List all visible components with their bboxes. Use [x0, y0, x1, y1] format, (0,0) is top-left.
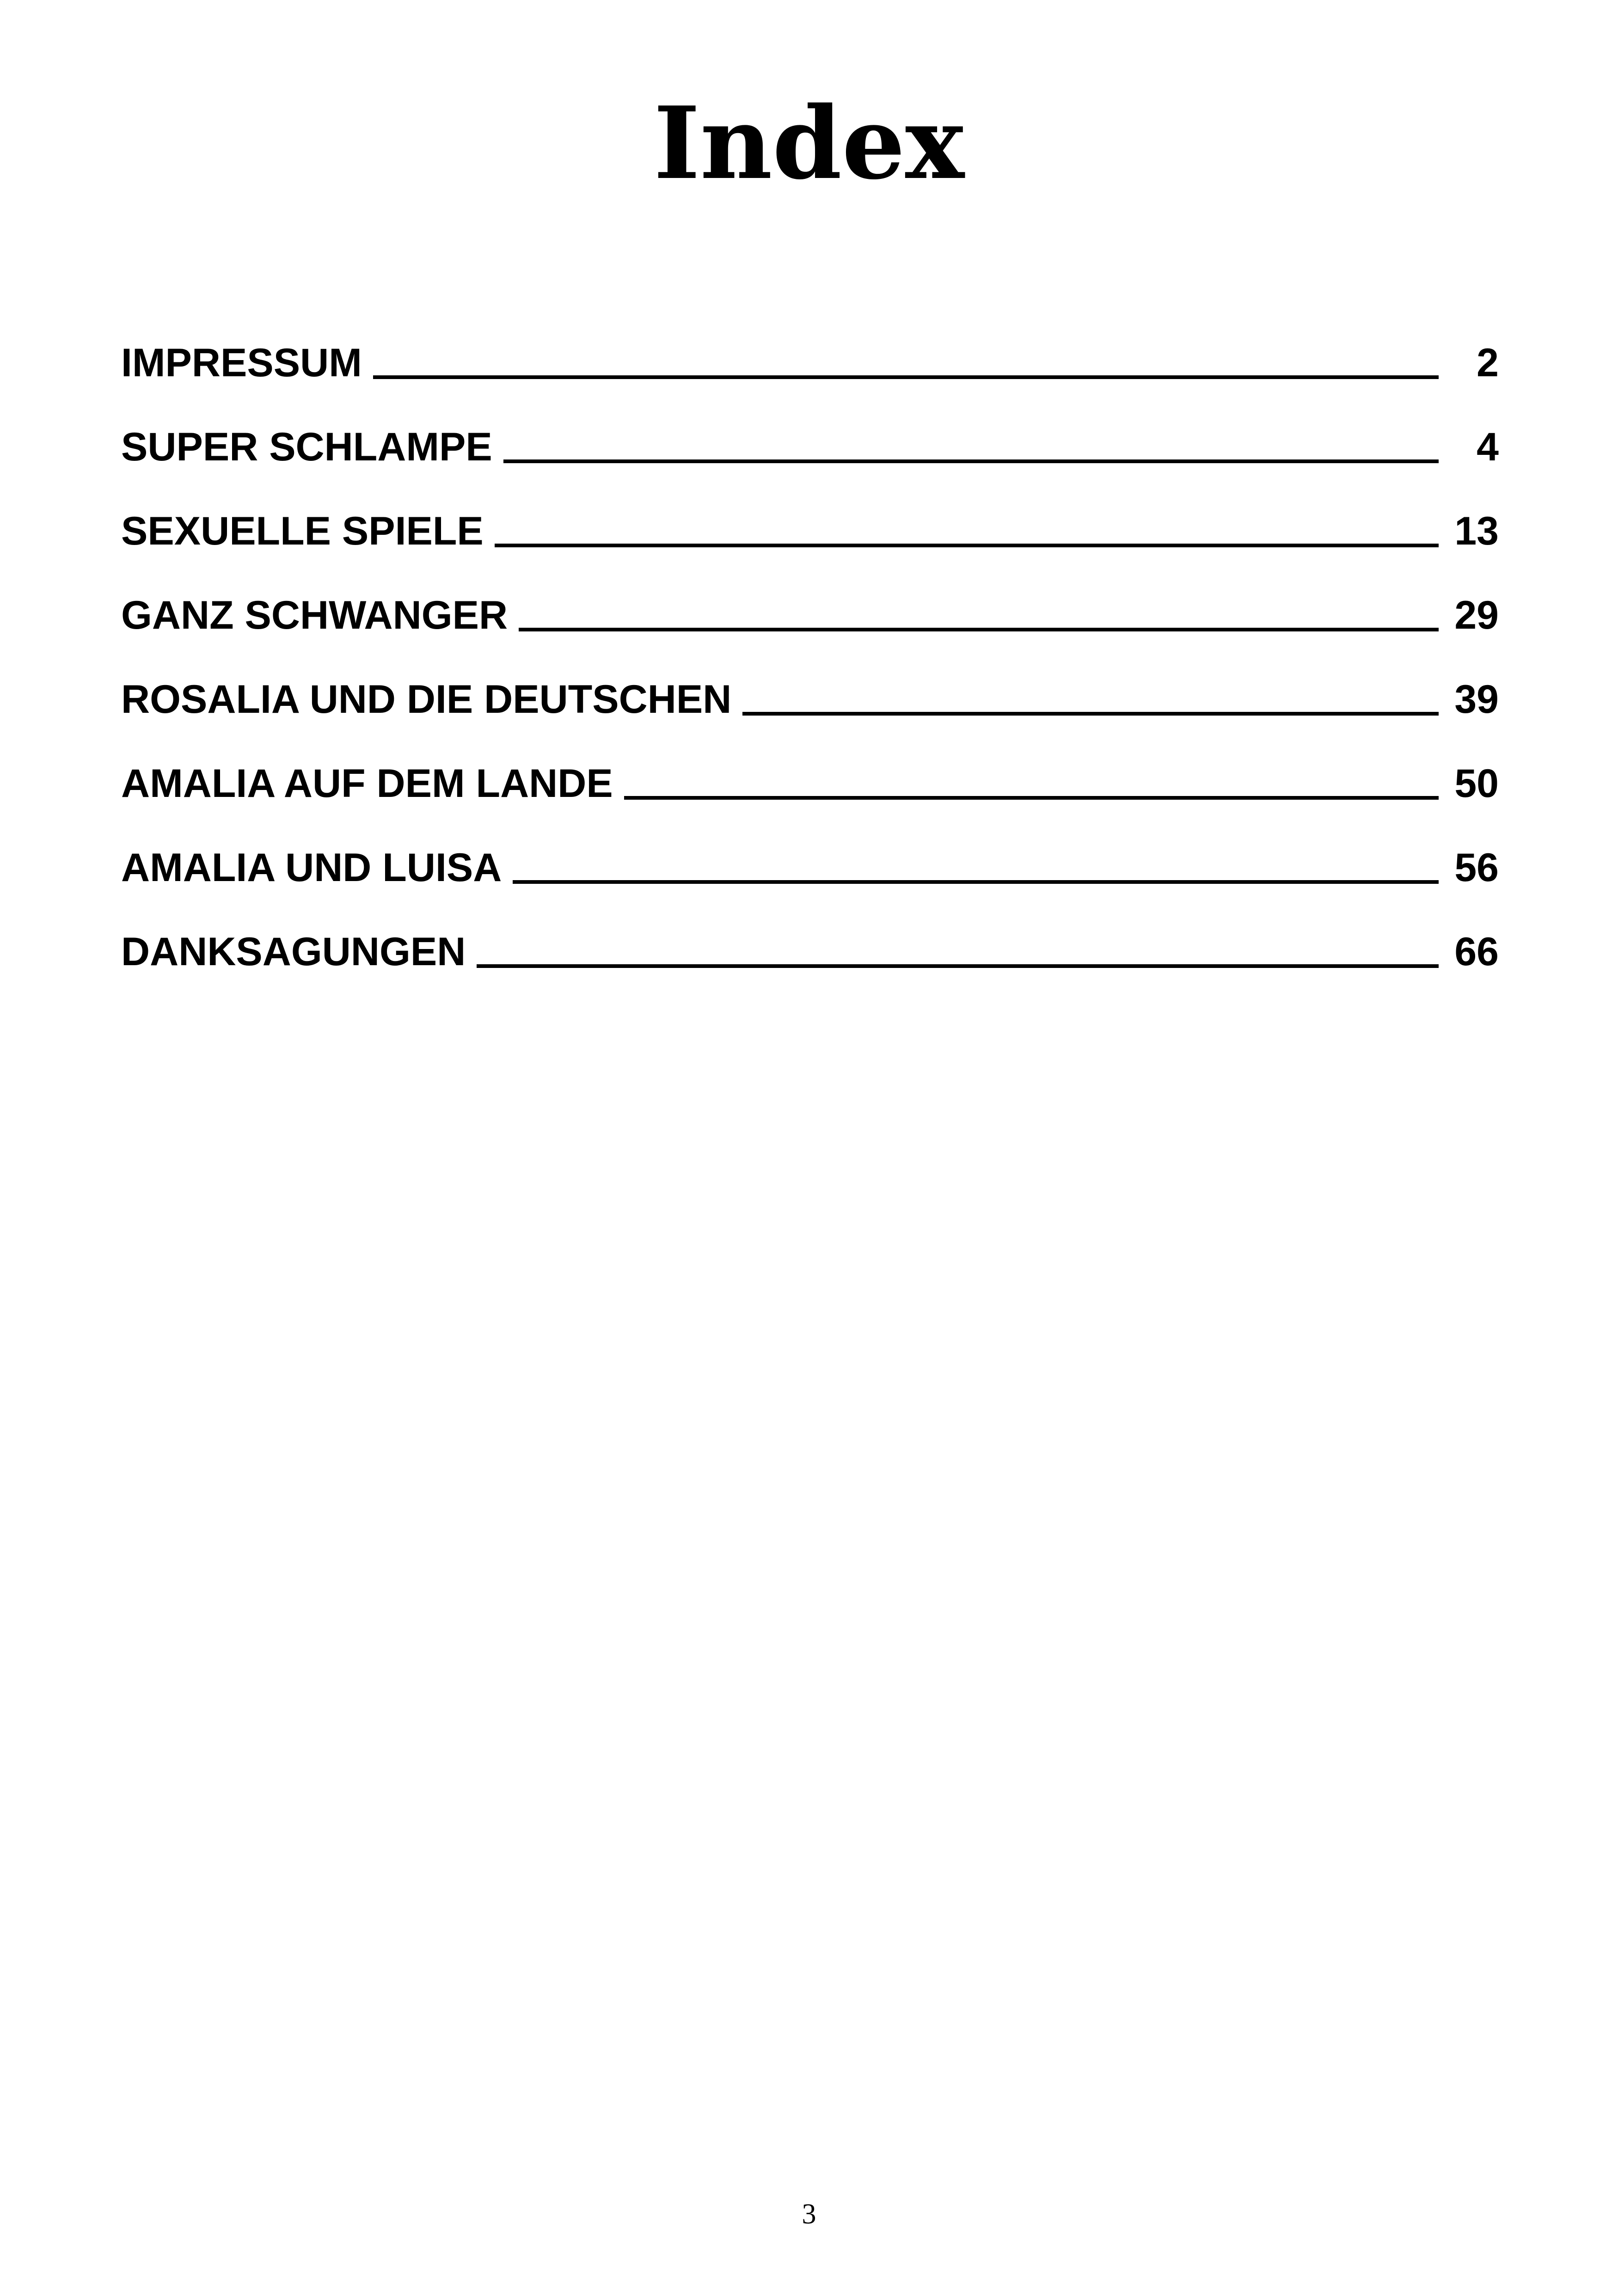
toc-entry-label: SUPER SCHLAMPE	[121, 425, 492, 469]
toc-entry-rosalia-und-die-deutschen[interactable]	[121, 669, 1499, 753]
toc-entry-ganz-schwanger[interactable]	[121, 585, 1499, 669]
toc-entry-page: 13	[1454, 509, 1499, 553]
toc-entry-page: 66	[1454, 930, 1499, 974]
toc-entry-label: DANKSAGUNGEN	[121, 930, 466, 974]
toc-leader-line	[495, 544, 1439, 547]
toc-entry-label: GANZ SCHWANGER	[121, 593, 508, 637]
table-of-contents	[121, 333, 1499, 1006]
toc-entry-label: AMALIA UND LUISA	[121, 845, 502, 890]
toc-leader-line	[477, 964, 1439, 968]
toc-entry-label: ROSALIA UND DIE DEUTSCHEN	[121, 677, 732, 722]
toc-entry-impressum[interactable]	[121, 333, 1499, 417]
toc-entry-label: SEXUELLE SPIELE	[121, 509, 484, 553]
toc-entry-danksagungen[interactable]	[121, 922, 1499, 1006]
toc-leader-line	[624, 796, 1439, 800]
toc-leader-line	[513, 880, 1439, 884]
toc-entry-page: 39	[1454, 677, 1499, 722]
toc-entry-amalia-auf-dem-lande[interactable]	[121, 753, 1499, 838]
toc-entry-page: 29	[1454, 593, 1499, 637]
toc-entry-page: 56	[1454, 845, 1499, 890]
page-title: Index	[653, 85, 965, 202]
toc-entry-super-schlampe[interactable]	[121, 417, 1499, 501]
toc-entry-page: 4	[1477, 425, 1499, 469]
toc-entry-label: AMALIA AUF DEM LANDE	[121, 761, 613, 806]
toc-entry-sexuelle-spiele[interactable]	[121, 501, 1499, 585]
toc-leader-line	[503, 459, 1439, 463]
toc-leader-line	[742, 712, 1439, 716]
toc-entry-page: 2	[1477, 341, 1499, 385]
toc-leader-line	[519, 628, 1439, 631]
toc-leader-line	[373, 375, 1439, 379]
toc-entry-amalia-und-luisa[interactable]	[121, 838, 1499, 922]
toc-entry-label: IMPRESSUM	[121, 341, 362, 385]
page-number: 3	[802, 2198, 816, 2230]
toc-entry-page: 50	[1454, 761, 1499, 806]
